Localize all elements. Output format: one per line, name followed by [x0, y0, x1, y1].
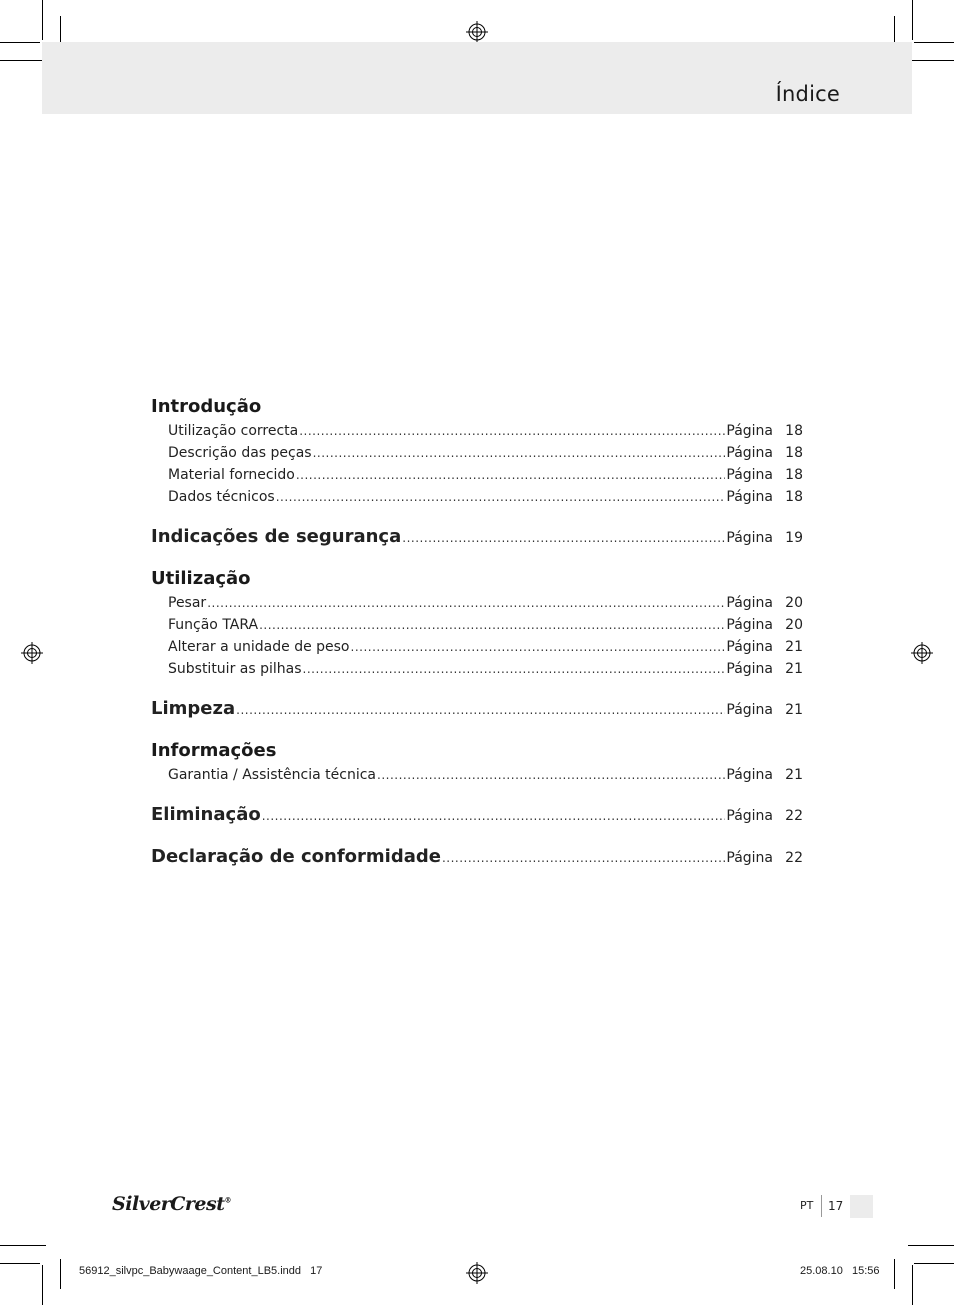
toc-entry-label: Garantia / Assistência técnica — [168, 767, 376, 783]
page-label: Página — [726, 639, 773, 655]
page-ref: 21 — [785, 767, 803, 783]
crop-mark — [60, 1259, 61, 1289]
slug-filename: 56912_silvpc_Babywaage_Content_LB5.indd 17 — [79, 1265, 323, 1277]
crop-mark — [912, 1265, 913, 1305]
page-label: Página — [726, 661, 773, 677]
page-label: Página — [726, 767, 773, 783]
page-ref: 18 — [785, 445, 803, 461]
toc-entry-label: Descrição das peças — [168, 445, 312, 461]
dot-leader — [259, 614, 725, 636]
toc-section — [151, 802, 803, 828]
toc-section — [151, 696, 803, 722]
toc-entry[interactable] — [151, 764, 803, 786]
toc-section-entry[interactable] — [151, 524, 803, 550]
dot-leader — [402, 525, 725, 551]
toc-entry-label: Material fornecido — [168, 467, 295, 483]
toc-entry-label: Substituir as pilhas — [168, 661, 302, 677]
page-ref: 22 — [785, 808, 803, 824]
dot-leader — [296, 464, 726, 486]
dot-leader — [303, 658, 726, 680]
crop-mark — [914, 1263, 954, 1264]
registration-mark-icon — [466, 1262, 488, 1284]
page-ref: 19 — [785, 530, 803, 546]
toc-entry-label: Alterar a unidade de peso — [168, 639, 350, 655]
page-ref: 20 — [785, 617, 803, 633]
crop-mark — [0, 1263, 40, 1264]
toc-section-title: Declaração de conformidade — [151, 846, 441, 867]
toc-entry-label: Utilização correcta — [168, 423, 299, 439]
page-ref: 22 — [785, 850, 803, 866]
crop-mark — [42, 0, 43, 40]
toc-entry[interactable] — [151, 442, 803, 464]
dot-leader — [262, 803, 726, 829]
dot-leader — [276, 486, 726, 508]
toc-entry[interactable] — [151, 420, 803, 442]
toc-section-title: Utilização — [151, 568, 251, 589]
crop-mark — [912, 0, 913, 40]
crop-mark — [0, 1245, 46, 1246]
toc-entry-label: Pesar — [168, 595, 207, 611]
toc-section — [151, 844, 803, 870]
toc-entry[interactable] — [151, 658, 803, 680]
toc-section-title: Indicações de segurança — [151, 526, 402, 547]
crop-mark — [914, 42, 954, 43]
toc-section-entry[interactable] — [151, 844, 803, 870]
crop-mark — [0, 42, 40, 43]
page-label: Página — [726, 467, 773, 483]
crop-mark — [908, 1245, 954, 1246]
page-number: 17 — [828, 1199, 844, 1213]
toc-section — [151, 738, 803, 786]
toc-entry-label: Dados técnicos — [168, 489, 275, 505]
dot-leader — [313, 442, 726, 464]
footer-tab — [850, 1195, 873, 1218]
page-label: Página — [726, 808, 773, 824]
page-ref: 21 — [785, 661, 803, 677]
toc-entry[interactable] — [151, 614, 803, 636]
dot-leader — [351, 636, 726, 658]
page-label: Página — [726, 617, 773, 633]
crop-mark — [0, 60, 46, 61]
page-ref: 21 — [785, 702, 803, 718]
toc-section-title: Introdução — [151, 396, 262, 417]
registration-mark-icon — [911, 642, 933, 664]
toc-section — [151, 566, 803, 680]
registration-mark-icon — [466, 21, 488, 43]
toc-entry[interactable] — [151, 486, 803, 508]
toc-entry[interactable] — [151, 592, 803, 614]
page-label: Página — [726, 850, 773, 866]
page-label: Página — [726, 423, 773, 439]
page-label: Página — [726, 445, 773, 461]
language-code: PT — [800, 1199, 814, 1212]
page-ref: 18 — [785, 423, 803, 439]
toc-section — [151, 394, 803, 508]
dot-leader — [299, 420, 725, 442]
toc-section-title: Limpeza — [151, 698, 236, 719]
toc-entry-label: Função TARA — [168, 617, 259, 633]
page-label: Página — [726, 489, 773, 505]
toc-section-title: Eliminação — [151, 804, 261, 825]
footer-divider — [821, 1195, 822, 1217]
page-ref: 18 — [785, 489, 803, 505]
header-band — [42, 42, 912, 114]
table-of-contents — [151, 394, 803, 886]
toc-entry[interactable] — [151, 636, 803, 658]
page-ref: 18 — [785, 467, 803, 483]
dot-leader — [207, 592, 725, 614]
page-ref: 20 — [785, 595, 803, 611]
dot-leader — [236, 697, 725, 723]
slug-date: 25.08.10 15:56 — [800, 1265, 880, 1277]
page-label: Página — [726, 595, 773, 611]
brand-mark: ® — [224, 1195, 231, 1205]
page-label: Página — [726, 702, 773, 718]
toc-section-entry[interactable] — [151, 696, 803, 722]
toc-section — [151, 524, 803, 550]
page-title: Índice — [775, 82, 840, 106]
toc-section-title: Informações — [151, 740, 277, 761]
page-ref: 21 — [785, 639, 803, 655]
crop-mark — [42, 1265, 43, 1305]
brand-name: SilverCrest — [112, 1193, 225, 1215]
crop-mark — [894, 1259, 895, 1289]
registration-mark-icon — [21, 642, 43, 664]
toc-section-entry[interactable] — [151, 802, 803, 828]
toc-entry[interactable] — [151, 464, 803, 486]
brand-logo — [112, 1193, 231, 1215]
dot-leader — [377, 764, 725, 786]
dot-leader — [442, 845, 725, 871]
crop-mark — [908, 60, 954, 61]
page-label: Página — [726, 530, 773, 546]
